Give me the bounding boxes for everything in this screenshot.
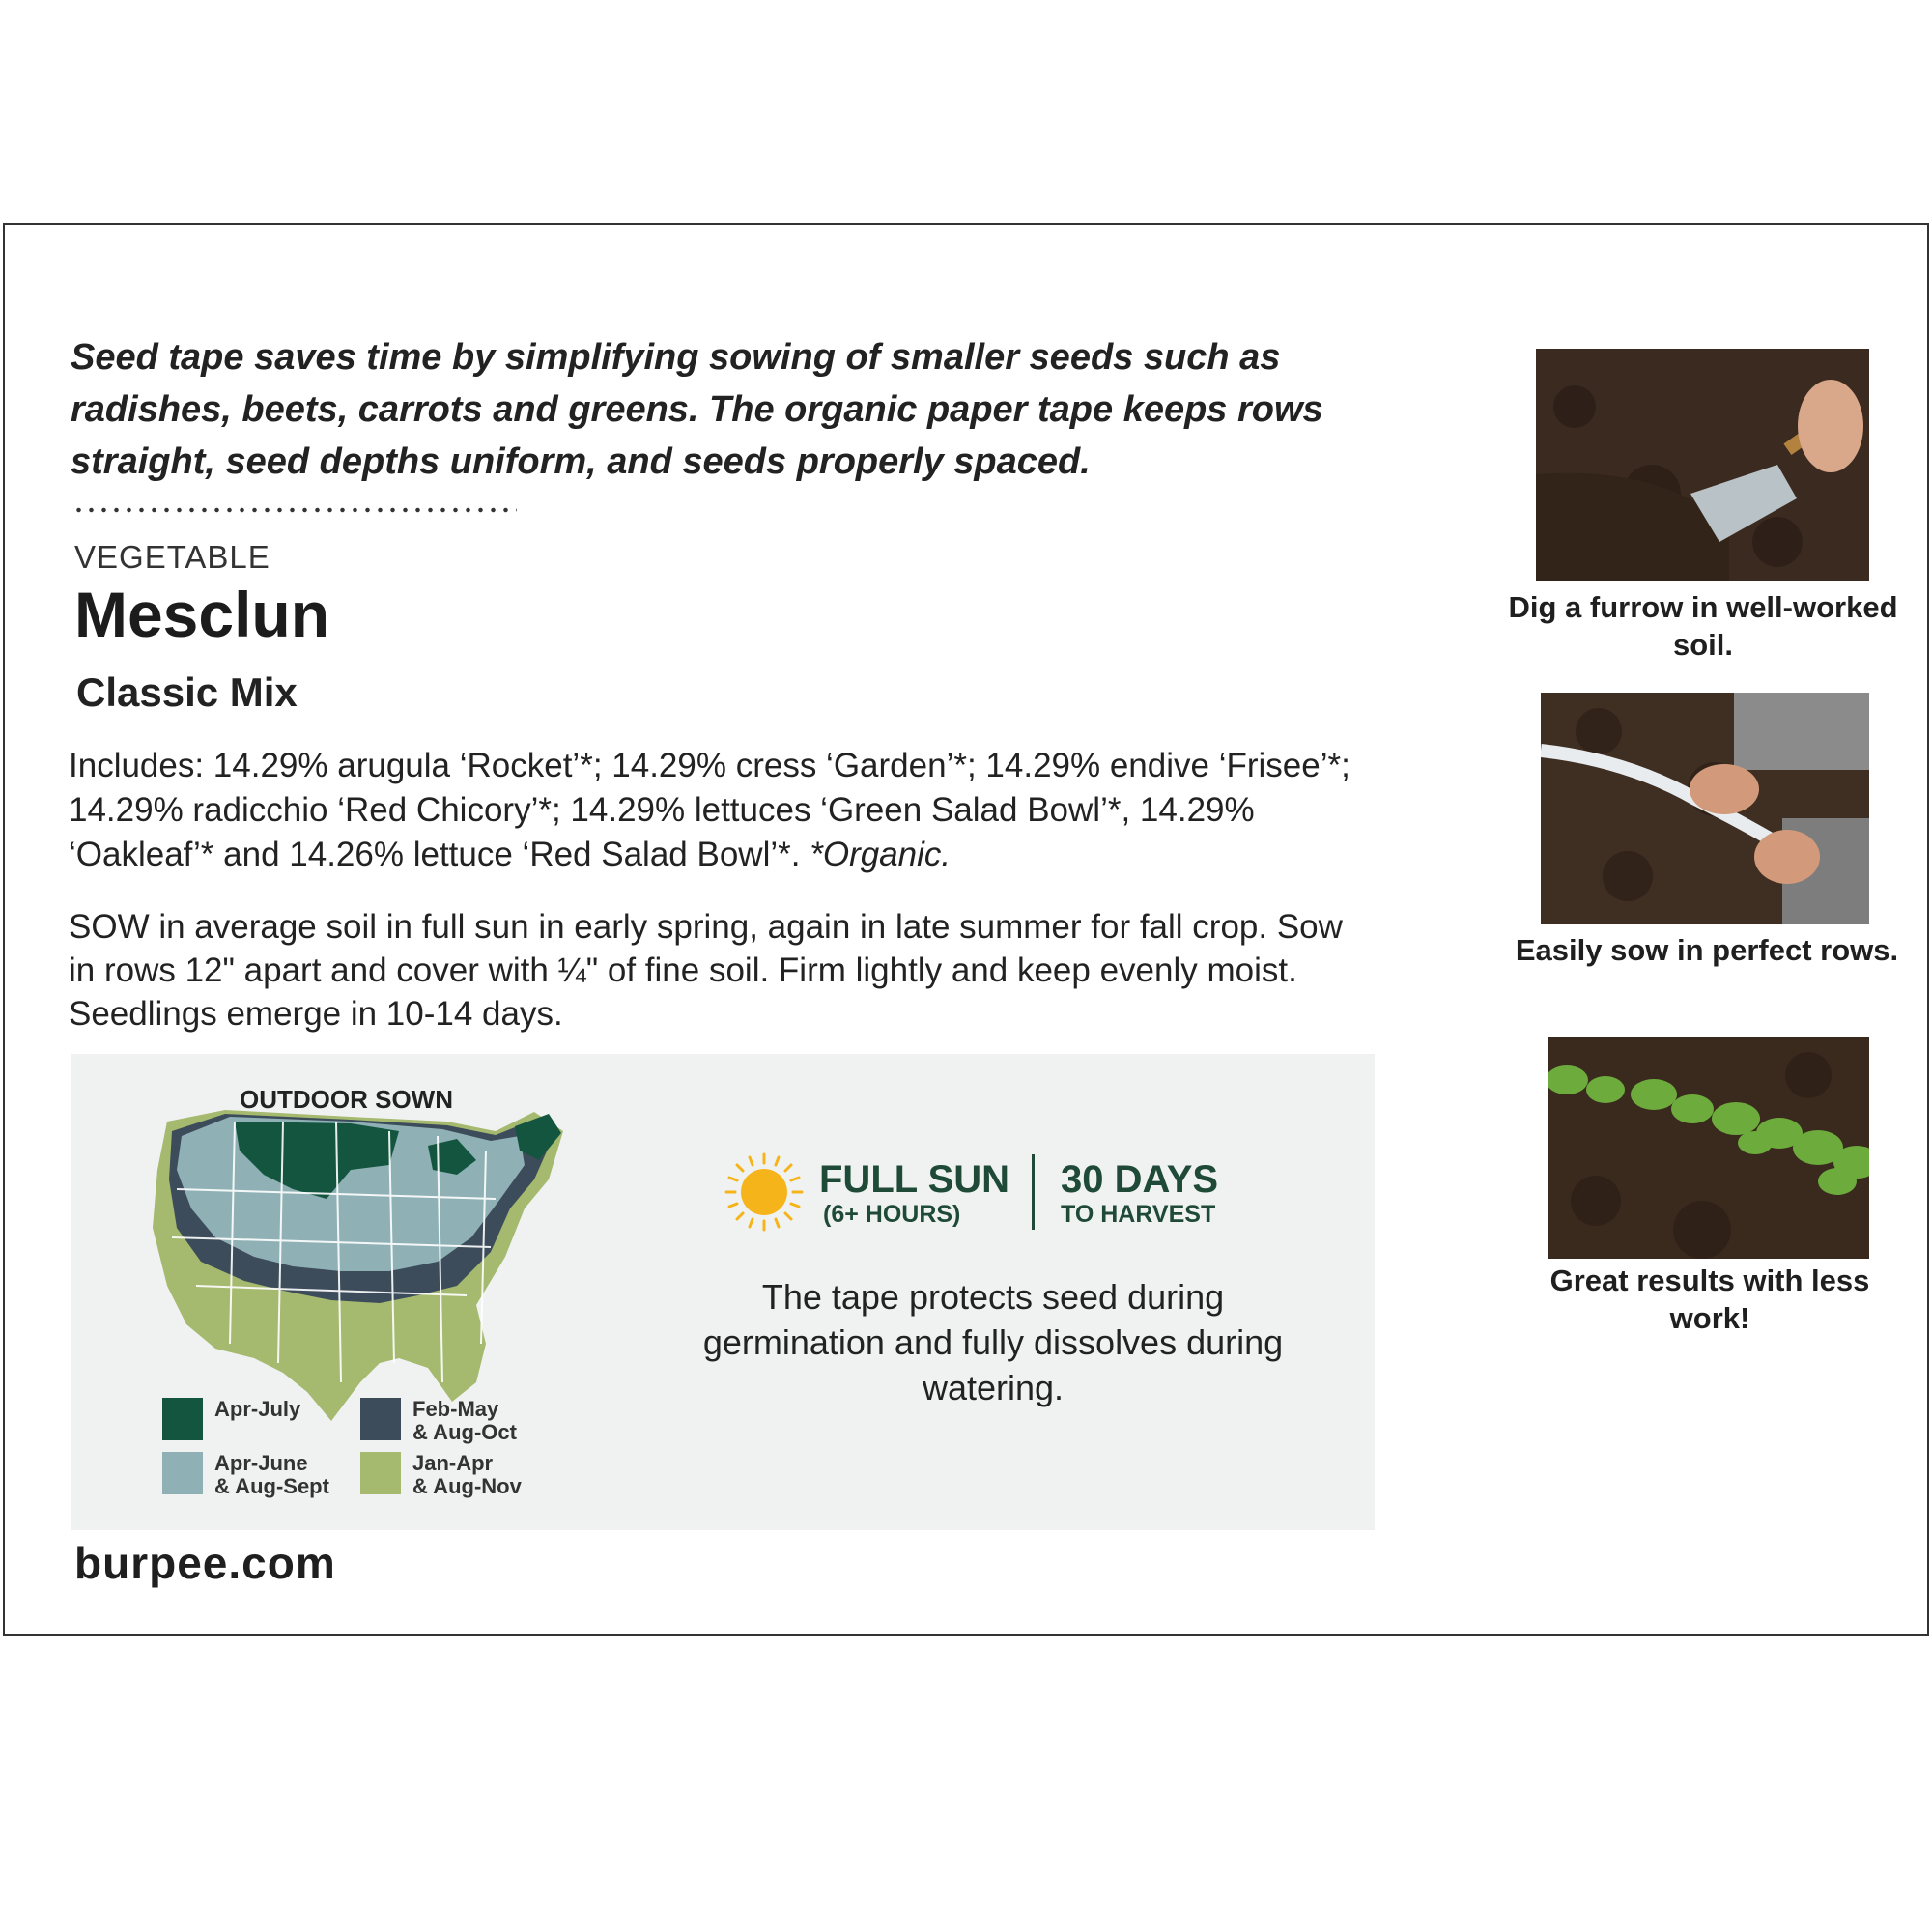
- intro-text: Seed tape saves time by simplifying sowing of smaller seeds such as radishes, beets, carrots and greens. The organic paper tape keeps rows straight, seed depths uniform, and seeds properly spaced.: [71, 337, 1323, 482]
- map-title: OUTDOOR SOWN: [240, 1085, 453, 1114]
- includes-list: Includes: 14.29% arugula ‘Rocket’*; 14.29% cress ‘Garden’*; 14.29% endive ‘Frisee’*; 14.29% radicchio ‘Red Chicory’*; 14.29% lettuces ‘Green Salad Bowl’*, 14.29% ‘Oakleaf’* and 14.26% lettuce ‘Red Salad Bowl’*.: [69, 747, 1350, 873]
- legend-label: Jan-Apr & Aug-Nov: [412, 1451, 522, 1498]
- legend-swatch-dark-green: [162, 1398, 203, 1440]
- variety-name: Classic Mix: [76, 669, 298, 715]
- step-caption: Dig a furrow in well-worked soil.: [1508, 590, 1898, 662]
- full-sun-label: FULL SUN: [819, 1158, 1010, 1201]
- product-name: Mesclun: [74, 579, 330, 650]
- photo-trowel-in-soil: [1536, 349, 1869, 581]
- sun-icon: [723, 1151, 806, 1234]
- vertical-divider: [1032, 1154, 1035, 1230]
- seed-packet-back: [3, 223, 1929, 1636]
- legend-swatch-olive: [360, 1452, 401, 1494]
- step-caption: Easily sow in perfect rows.: [1515, 933, 1899, 967]
- legend-label: Apr-July: [214, 1397, 301, 1421]
- tape-note: The tape protects seed during germination and fully dissolves during watering.: [702, 1277, 1284, 1407]
- legend-feb-may: [360, 1398, 517, 1444]
- legend-jan-apr: [360, 1452, 522, 1498]
- us-sowing-map: [109, 1093, 650, 1431]
- photo-seedling-rows: [1548, 1037, 1869, 1259]
- organic-note: *Organic.: [810, 836, 952, 873]
- category-label: VEGETABLE: [74, 539, 270, 575]
- sun-harvest-block: [723, 1151, 1264, 1237]
- sun-hours-label: (6+ HOURS): [823, 1201, 961, 1228]
- days-to-harvest: 30 DAYS: [1061, 1158, 1219, 1201]
- info-panel: [71, 1054, 1375, 1530]
- legend-apr-june: [162, 1452, 329, 1498]
- step-caption: Great results with less work!: [1549, 1264, 1870, 1335]
- to-harvest-label: TO HARVEST: [1061, 1201, 1216, 1228]
- legend-swatch-slate: [360, 1398, 401, 1440]
- legend-swatch-light-blue: [162, 1452, 203, 1494]
- photo-hands-laying-seed-tape: [1541, 693, 1869, 924]
- website: burpee.com: [74, 1538, 336, 1588]
- includes-text: [69, 744, 1373, 877]
- dotted-divider: [72, 505, 517, 515]
- sowing-instructions: SOW in average soil in full sun in early spring, again in late summer for fall crop. Sow in rows 12" apart and cover with ¼" of fine soil. Firm lightly and keep evenly moist. Seedlings emerge in 10-14 days.: [69, 908, 1343, 1033]
- legend-label: Apr-June & Aug-Sept: [214, 1451, 329, 1498]
- legend-apr-july: [162, 1398, 300, 1440]
- legend-label: Feb-May & Aug-Oct: [412, 1397, 517, 1444]
